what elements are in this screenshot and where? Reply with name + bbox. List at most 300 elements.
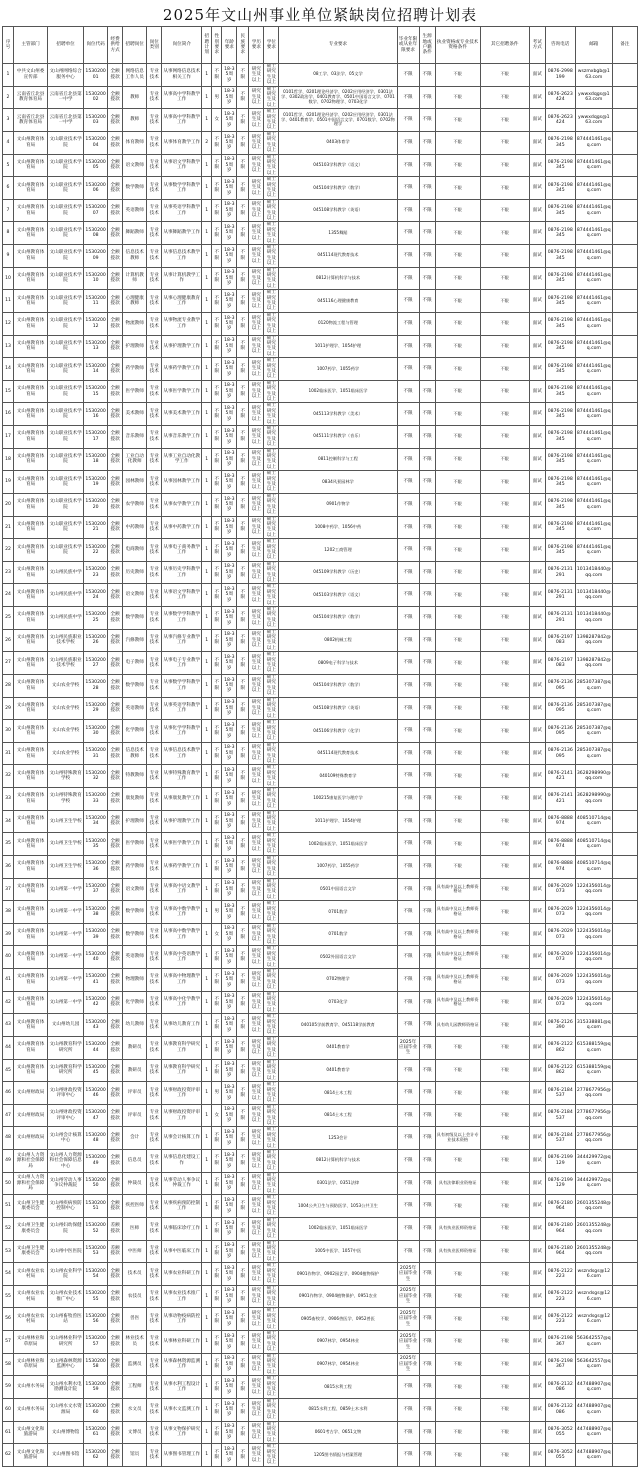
table-row [3, 1195, 638, 1218]
cell-major: 0815水利工程 [279, 1376, 397, 1399]
cell-exam-method: 面试 [529, 833, 545, 856]
cell-ethnicity: 不限 [237, 290, 249, 313]
cell-remarks [612, 901, 637, 924]
cell-email: 1013418440@qq.com [575, 607, 612, 630]
cell-origin: 不限 [419, 833, 435, 856]
cell-degree: 硕士研究生及以上 [264, 1195, 279, 1218]
cell-qualification: 不限 [435, 448, 480, 471]
cell-seq: 51 [3, 1195, 14, 1218]
cell-employer: 文山职业技术学院 [48, 493, 84, 516]
cell-department: 文山州教育体育局 [14, 720, 48, 743]
cell-funding: 全额拨款 [108, 878, 123, 901]
cell-post-description: 从事动物疫病防控工作 [162, 1308, 202, 1331]
cell-origin: 不限 [419, 539, 435, 562]
cell-ethnicity: 不限 [237, 1376, 249, 1399]
column-header-gender: 性别要求 [212, 27, 222, 64]
table-row [3, 154, 638, 177]
cell-email: wszmxbgb@163.com [575, 64, 612, 87]
cell-degree: 硕士研究生及以上 [264, 471, 279, 494]
cell-degree: 硕士研究生及以上 [264, 1082, 279, 1105]
cell-major: 0814土木工程 [279, 1104, 397, 1127]
cell-seq: 59 [3, 1376, 14, 1399]
cell-exam-method: 面试 [529, 1398, 545, 1421]
cell-seq: 62 [3, 1444, 14, 1467]
cell-phone: 0876-2184537 [545, 1127, 575, 1150]
cell-gender: 不限 [212, 1353, 222, 1376]
cell-gender: 不限 [212, 629, 222, 652]
cell-qualification: 不限 [435, 1331, 480, 1354]
cell-gender: 女 [212, 1104, 222, 1127]
cell-ethnicity: 不限 [237, 471, 249, 494]
cell-degree: 硕士研究生及以上 [264, 855, 279, 878]
cell-graduation-year: 不限 [397, 222, 419, 245]
cell-employer: 文山州劳动人事争议仲裁院 [48, 1172, 84, 1195]
cell-other-conditions: 不限 [480, 901, 529, 924]
cell-origin: 不限 [419, 1150, 435, 1173]
cell-graduation-year: 不限 [397, 901, 419, 924]
cell-seq: 39 [3, 923, 14, 946]
cell-employer: 文山州财政投资评审中心 [48, 1104, 84, 1127]
cell-post-category: 专业技术 [147, 64, 162, 87]
cell-employer: 文山农业学校 [48, 742, 84, 765]
cell-origin: 不限 [419, 1014, 435, 1037]
cell-post-category: 专业技术 [147, 1104, 162, 1127]
cell-quota: 1 [202, 1195, 212, 1218]
cell-phone: 0876-2141421 [545, 765, 575, 788]
cell-age: 18-35周岁 [222, 855, 237, 878]
cell-education: 研究生及以上 [249, 245, 264, 268]
cell-education: 研究生及以上 [249, 1104, 264, 1127]
cell-education: 研究生及以上 [249, 946, 264, 969]
cell-ethnicity: 不限 [237, 1353, 249, 1376]
cell-origin: 不限 [419, 1195, 435, 1218]
cell-post-description: 从事园林教学工作 [162, 471, 202, 494]
cell-graduation-year: 2025年应届毕业生 [397, 1285, 419, 1308]
cell-major: 040109特殊教育学 [279, 765, 397, 788]
cell-post-name: 数学教师 [123, 177, 147, 200]
cell-post-code: 153020054 [84, 1263, 108, 1286]
cell-gender: 不限 [212, 1014, 222, 1037]
cell-qualification: 不限 [435, 131, 480, 154]
cell-post-name: 护理教师 [123, 810, 147, 833]
cell-ethnicity: 不限 [237, 855, 249, 878]
cell-other-conditions: 不限 [480, 131, 529, 154]
cell-qualification: 不限 [435, 1036, 480, 1059]
cell-gender: 不限 [212, 1398, 222, 1421]
cell-graduation-year: 不限 [397, 833, 419, 856]
cell-post-category: 专业技术 [147, 86, 162, 109]
cell-post-category: 专业技术 [147, 1127, 162, 1150]
cell-gender: 女 [212, 923, 222, 946]
cell-post-category: 专业技术 [147, 131, 162, 154]
table-row [3, 177, 638, 200]
cell-other-conditions: 不限 [480, 1421, 529, 1444]
cell-major: 0501中国语言文学 [279, 878, 397, 901]
cell-age: 18-35周岁 [222, 109, 237, 132]
cell-remarks [612, 403, 637, 426]
cell-exam-method: 面试 [529, 946, 545, 969]
cell-major: 045104学科教学（数学） [279, 607, 397, 630]
cell-exam-method: 面试 [529, 86, 545, 109]
cell-remarks [612, 1172, 637, 1195]
cell-remarks [612, 471, 637, 494]
cell-quota: 1 [202, 674, 212, 697]
cell-department: 文山州教育体育局 [14, 810, 48, 833]
cell-graduation-year: 不限 [397, 991, 419, 1014]
cell-qualification: 不限 [435, 607, 480, 630]
cell-graduation-year: 不限 [397, 267, 419, 290]
cell-post-code: 153020021 [84, 516, 108, 539]
cell-major: 045109学科教学（历史） [279, 561, 397, 584]
cell-origin: 不限 [419, 946, 435, 969]
cell-email: 344429972@qq.com [575, 1172, 612, 1195]
cell-funding: 全额拨款 [108, 1263, 123, 1286]
cell-remarks [612, 1376, 637, 1399]
cell-remarks [612, 946, 637, 969]
cell-gender: 不限 [212, 1059, 222, 1082]
cell-employer: 文山职业技术学院 [48, 426, 84, 449]
cell-post-description: 从事图书管理工作 [162, 1444, 202, 1467]
cell-post-code: 153020047 [84, 1104, 108, 1127]
cell-department: 文山州林业和草原局 [14, 1331, 48, 1354]
cell-post-code: 153020042 [84, 991, 108, 1014]
cell-employer: 文山州卫生学校 [48, 855, 84, 878]
cell-seq: 23 [3, 561, 14, 584]
cell-post-description: 从事汽修专业教学工作 [162, 629, 202, 652]
cell-post-category: 专业技术 [147, 380, 162, 403]
cell-seq: 25 [3, 607, 14, 630]
cell-post-code: 153020007 [84, 199, 108, 222]
cell-post-code: 153020026 [84, 629, 108, 652]
cell-phone: 0876-3052055 [545, 1444, 575, 1467]
cell-post-name: 教研员 [123, 1036, 147, 1059]
cell-post-name: 文博员 [123, 1421, 147, 1444]
cell-funding: 全额拨款 [108, 1285, 123, 1308]
cell-funding: 全额拨款 [108, 1150, 123, 1173]
cell-employer: 文山州农业科学院 [48, 1263, 84, 1286]
cell-post-category: 专业技术 [147, 833, 162, 856]
cell-origin: 不限 [419, 788, 435, 811]
cell-gender: 不限 [212, 878, 222, 901]
cell-gender: 不限 [212, 991, 222, 1014]
cell-graduation-year: 不限 [397, 1014, 419, 1037]
cell-post-name: 工程师 [123, 1376, 147, 1399]
cell-funding: 全额拨款 [108, 901, 123, 924]
cell-post-description: 从事网络信息技术相关工作 [162, 64, 202, 87]
cell-funding: 全额拨款 [108, 290, 123, 313]
cell-post-category: 专业技术 [147, 1172, 162, 1195]
table-row [3, 335, 638, 358]
cell-ethnicity: 不限 [237, 1421, 249, 1444]
cell-post-code: 153020002 [84, 86, 108, 109]
cell-education: 研究生及以上 [249, 1240, 264, 1263]
cell-department: 文山州教育体育局 [14, 335, 48, 358]
cell-post-category: 专业技术 [147, 1285, 162, 1308]
cell-seq: 50 [3, 1172, 14, 1195]
cell-email: 3628298990@qq.com [575, 765, 612, 788]
cell-department: 文山州教育体育局 [14, 742, 48, 765]
cell-age: 18-35周岁 [222, 607, 237, 630]
cell-graduation-year: 不限 [397, 607, 419, 630]
cell-age: 18-35周岁 [222, 946, 237, 969]
cell-graduation-year: 不限 [397, 697, 419, 720]
cell-seq: 42 [3, 991, 14, 1014]
cell-employer: 文山州第一中学 [48, 923, 84, 946]
cell-seq: 30 [3, 720, 14, 743]
cell-qualification: 不限 [435, 1398, 480, 1421]
cell-degree: 硕士研究生及以上 [264, 267, 279, 290]
cell-education: 研究生及以上 [249, 1014, 264, 1037]
header-row [3, 27, 638, 64]
cell-email: 1224356014@qq.com [575, 923, 612, 946]
cell-origin: 不限 [419, 1240, 435, 1263]
cell-funding: 全额拨款 [108, 471, 123, 494]
cell-other-conditions: 不限 [480, 1127, 529, 1150]
cell-degree: 硕士研究生及以上 [264, 154, 279, 177]
cell-qualification: 不限 [435, 199, 480, 222]
table-row [3, 878, 638, 901]
cell-origin: 不限 [419, 154, 435, 177]
cell-exam-method: 面试 [529, 539, 545, 562]
cell-post-category: 专业技术 [147, 1014, 162, 1037]
cell-degree: 硕士研究生及以上 [264, 1172, 279, 1195]
cell-post-category: 专业技术 [147, 561, 162, 584]
cell-phone: 0876-2136095 [545, 674, 575, 697]
cell-post-code: 153020005 [84, 154, 108, 177]
cell-phone: 0876-2198345 [545, 426, 575, 449]
column-header-major: 专业要求 [279, 27, 397, 64]
cell-post-category: 专业技术 [147, 493, 162, 516]
cell-email: 874441461@qq.com [575, 403, 612, 426]
cell-graduation-year: 不限 [397, 154, 419, 177]
column-header-ethnicity: 民族要求 [237, 27, 249, 64]
table-row [3, 1353, 638, 1376]
cell-funding: 全额拨款 [108, 584, 123, 607]
cell-seq: 53 [3, 1240, 14, 1263]
cell-seq: 7 [3, 199, 14, 222]
cell-other-conditions: 不限 [480, 697, 529, 720]
cell-phone: 0876-2198345 [545, 245, 575, 268]
cell-post-description: 从事财政投资评审工作 [162, 1104, 202, 1127]
cell-post-name: 疾控医师 [123, 1195, 147, 1218]
cell-employer: 文山州疾病预防控制中心 [48, 1195, 84, 1218]
cell-phone: 0876-2184537 [545, 1104, 575, 1127]
cell-employer: 文山职业技术学院 [48, 471, 84, 494]
cell-major: 0401教育学 [279, 1059, 397, 1082]
cell-other-conditions: 不限 [480, 607, 529, 630]
cell-age: 18-35周岁 [222, 1127, 237, 1150]
cell-degree: 硕士研究生及以上 [264, 674, 279, 697]
cell-other-conditions: 不限 [480, 493, 529, 516]
cell-other-conditions: 不限 [480, 86, 529, 109]
cell-post-code: 153020020 [84, 493, 108, 516]
cell-funding: 全额拨款 [108, 1014, 123, 1037]
cell-employer: 文山职业技术学院 [48, 131, 84, 154]
cell-phone: 0876-2122223 [545, 1285, 575, 1308]
table-row [3, 991, 638, 1014]
cell-other-conditions: 不限 [480, 969, 529, 992]
cell-other-conditions: 不限 [480, 1263, 529, 1286]
cell-education: 研究生及以上 [249, 154, 264, 177]
cell-age: 18-35周岁 [222, 1104, 237, 1127]
cell-other-conditions: 不限 [480, 1444, 529, 1467]
cell-degree: 硕士研究生及以上 [264, 426, 279, 449]
cell-post-category: 专业技术 [147, 335, 162, 358]
cell-other-conditions: 不限 [480, 991, 529, 1014]
cell-remarks [612, 1421, 637, 1444]
cell-major: 0811控制科学与工程 [279, 448, 397, 471]
cell-ethnicity: 不限 [237, 878, 249, 901]
cell-employer: 文山州财政投资评审中心 [48, 1082, 84, 1105]
cell-remarks [612, 199, 637, 222]
cell-seq: 32 [3, 765, 14, 788]
cell-post-code: 153020008 [84, 222, 108, 245]
cell-major: 1007药学、1055药学 [279, 855, 397, 878]
cell-graduation-year: 不限 [397, 1150, 419, 1173]
cell-remarks [612, 991, 637, 1014]
cell-remarks [612, 222, 637, 245]
cell-graduation-year: 不限 [397, 923, 419, 946]
cell-education: 研究生及以上 [249, 923, 264, 946]
cell-degree: 硕士研究生及以上 [264, 1036, 279, 1059]
cell-phone: 0876-2198367 [545, 1353, 575, 1376]
cell-post-code: 153020040 [84, 946, 108, 969]
cell-phone: 0876-2180964 [545, 1240, 575, 1263]
cell-exam-method: 面试 [529, 109, 545, 132]
cell-phone: 0876-2122223 [545, 1308, 575, 1331]
cell-remarks [612, 64, 637, 87]
cell-education: 研究生及以上 [249, 607, 264, 630]
cell-post-code: 153020031 [84, 742, 108, 765]
cell-post-name: 兽医 [123, 1308, 147, 1331]
cell-remarks [612, 607, 637, 630]
cell-post-name: 中药教师 [123, 516, 147, 539]
cell-qualification: 不限 [435, 86, 480, 109]
cell-age: 18-35周岁 [222, 177, 237, 200]
cell-qualification: 不限 [435, 380, 480, 403]
cell-seq: 36 [3, 855, 14, 878]
cell-seq: 57 [3, 1331, 14, 1354]
table-row [3, 222, 638, 245]
cell-origin: 不限 [419, 1059, 435, 1082]
table-row [3, 1172, 638, 1195]
cell-other-conditions: 不限 [480, 833, 529, 856]
cell-department: 文山州教育体育局 [14, 403, 48, 426]
cell-employer: 文山州水文水资源局 [48, 1398, 84, 1421]
cell-remarks [612, 177, 637, 200]
cell-email: 563642557@qq.com [575, 1353, 612, 1376]
cell-seq: 48 [3, 1127, 14, 1150]
cell-department: 文山州教育体育局 [14, 222, 48, 245]
cell-education: 研究生及以上 [249, 335, 264, 358]
cell-graduation-year: 不限 [397, 788, 419, 811]
cell-degree: 硕士研究生及以上 [264, 1308, 279, 1331]
cell-post-name: 特教教师 [123, 765, 147, 788]
cell-major: 0812计算机科学与技术 [279, 267, 397, 290]
cell-ethnicity: 不限 [237, 539, 249, 562]
page-title: 2025年文山州事业单位紧缺岗位招聘计划表 [162, 6, 478, 24]
cell-gender: 男 [212, 1082, 222, 1105]
cell-exam-method: 面试 [529, 674, 545, 697]
cell-post-name: 馆员 [123, 1444, 147, 1467]
cell-qualification: 具有执业医师资格证 [435, 1217, 480, 1240]
cell-degree: 硕士研究生及以上 [264, 1150, 279, 1173]
cell-department: 文山州农业农村局 [14, 1285, 48, 1308]
cell-department: 文山州教育体育局 [14, 991, 48, 1014]
cell-post-name: 药学教师 [123, 855, 147, 878]
cell-qualification: 不限 [435, 1263, 480, 1286]
cell-remarks [612, 1127, 637, 1150]
cell-department: 文山州教育体育局 [14, 358, 48, 381]
cell-phone: 0876-2623424 [545, 86, 575, 109]
cell-phone: 0876-2029073 [545, 969, 575, 992]
cell-quota: 1 [202, 64, 212, 87]
cell-quota: 1 [202, 652, 212, 675]
cell-post-name: 舞蹈教师 [123, 222, 147, 245]
cell-degree: 硕士研究生及以上 [264, 199, 279, 222]
cell-post-category: 专业技术 [147, 1150, 162, 1173]
cell-ethnicity: 不限 [237, 561, 249, 584]
cell-age: 18-35周岁 [222, 312, 237, 335]
cell-ethnicity: 不限 [237, 64, 249, 87]
cell-other-conditions: 不限 [480, 584, 529, 607]
cell-remarks [612, 1059, 637, 1082]
table-row [3, 493, 638, 516]
cell-funding: 全额拨款 [108, 1353, 123, 1376]
cell-education: 研究生及以上 [249, 584, 264, 607]
cell-phone: 0876-2198345 [545, 335, 575, 358]
cell-age: 18-35周岁 [222, 245, 237, 268]
cell-quota: 1 [202, 1353, 212, 1376]
cell-post-description: 从事护理教学工作 [162, 335, 202, 358]
cell-education: 研究生及以上 [249, 312, 264, 335]
cell-post-name: 化学教师 [123, 720, 147, 743]
cell-major: 0802机械工程 [279, 629, 397, 652]
cell-gender: 不限 [212, 426, 222, 449]
cell-age: 18-35周岁 [222, 335, 237, 358]
cell-phone: 0876-2198345 [545, 403, 575, 426]
cell-quota: 1 [202, 312, 212, 335]
cell-gender: 不限 [212, 154, 222, 177]
cell-other-conditions: 不限 [480, 742, 529, 765]
cell-post-code: 153020052 [84, 1217, 108, 1240]
cell-seq: 16 [3, 403, 14, 426]
cell-seq: 2 [3, 86, 14, 109]
cell-gender: 不限 [212, 1263, 222, 1286]
cell-ethnicity: 不限 [237, 1444, 249, 1467]
cell-department: 文山州教育体育局 [14, 629, 48, 652]
cell-employer: 文山州农业技术推广中心 [48, 1285, 84, 1308]
cell-phone: 0876-2029073 [545, 946, 575, 969]
cell-education: 研究生及以上 [249, 1331, 264, 1354]
cell-exam-method: 面试 [529, 267, 545, 290]
cell-post-category: 专业技术 [147, 946, 162, 969]
cell-education: 研究生及以上 [249, 652, 264, 675]
cell-origin: 不限 [419, 697, 435, 720]
cell-employer: 文山职业技术学院 [48, 199, 84, 222]
cell-other-conditions: 不限 [480, 1398, 529, 1421]
cell-post-code: 153020058 [84, 1353, 108, 1376]
cell-major: 0101哲学、0201理论经济学、0202应用经济学、0301法学、0401教育学、0501中国语言文学、0701数学、0702物理学 [279, 109, 397, 132]
cell-degree: 硕士研究生及以上 [264, 1240, 279, 1263]
cell-exam-method: 面试 [529, 131, 545, 154]
table-row [3, 1240, 638, 1263]
cell-origin: 不限 [419, 109, 435, 132]
cell-age: 18-35周岁 [222, 1444, 237, 1467]
cell-quota: 1 [202, 1059, 212, 1082]
cell-age: 18-35周岁 [222, 154, 237, 177]
cell-phone: 0876-8888974 [545, 855, 575, 878]
